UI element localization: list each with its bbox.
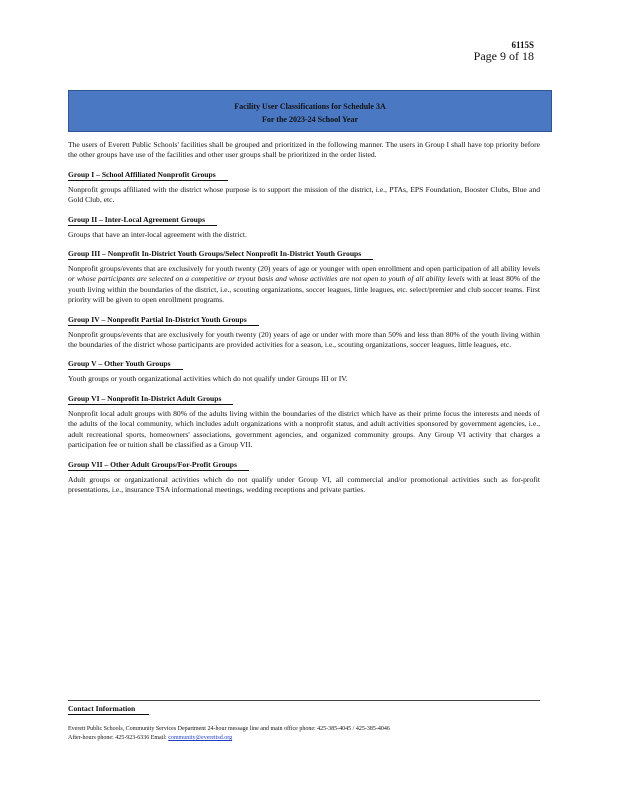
group-7-body: Adult groups or organizational activities which do not qualify under Group VI, all commercial and/or promotional activities such as for-profit presentations, i.e., insurance TSA informational meetings, wedding receptions and private parties. xyxy=(68,474,540,494)
group-1-body: Nonprofit groups affiliated with the district whose purpose is to support the mission of the district, i.e., PTAs, EPS Foundation, Booster Clubs, Blue and Gold Club, etc. xyxy=(68,184,540,205)
email-link[interactable]: community@everettsd.org xyxy=(168,735,233,741)
page-reference xyxy=(474,40,534,64)
group-5-section xyxy=(68,359,540,384)
group-3-body-a: Nonprofit groups/events that are exclusively for youth twenty (20) years of age or younger with open enrollment and open participation of all ability levels xyxy=(68,264,540,274)
contact-after-hours-line xyxy=(68,734,540,743)
group-4-body: Nonprofit groups/events that are exclusively for youth twenty (20) years of age or under with more than 50% and less than 80% of the youth living within the boundaries of the district whose participants are provided activities for a season, i.e., scouting organizations, soccer leagues, little leagues, etc. xyxy=(68,329,540,350)
contact-phone-line: Everett Public Schools, Community Services Department 24-hour message line and main office phone: 425-385-4045 / 425-385-4046 xyxy=(68,726,390,732)
group-2-body: Groups that have an inter-local agreement with the district. xyxy=(68,229,247,239)
title-banner xyxy=(68,90,552,132)
document-body xyxy=(68,140,540,495)
group-2-section xyxy=(68,215,540,240)
group-1-section xyxy=(68,170,540,206)
contact-heading: Contact Information xyxy=(68,704,149,715)
group-4-heading: Group IV – Nonprofit Partial In-District Youth Groups xyxy=(68,315,259,326)
policy-code: 6115S xyxy=(511,40,534,50)
after-hours-text: After-hours phone: 425-923-6336 Email: xyxy=(68,735,169,741)
group-6-body: Nonprofit local adult groups with 80% of the adults living within the boundaries of the district which have as their prime focus the interests and needs of the adults of the local community, which includes adult organizations with a nonprofit status, and adult activities sponsored by government agencies, i.e., adult recreational sports, homeowners' associations, government agencies, and organized community groups. Any Group VI activity that charges a participation fee or tuition shall be classified as a Group VII. xyxy=(68,408,540,450)
page-number: Page 9 of 18 xyxy=(473,49,534,64)
group-3-body xyxy=(68,264,540,306)
group-3-heading: Group III – Nonprofit In-District Youth Groups/Select Nonprofit In-District Youth Groups xyxy=(68,249,373,260)
group-7-section xyxy=(68,460,540,496)
contact-section xyxy=(68,704,540,743)
group-7-heading: Group VII – Other Adult Groups/For-Profit Groups xyxy=(68,460,249,471)
intro-paragraph: The users of Everett Public Schools' facilities shall be grouped and prioritized in the following manner. The users in Group I shall have top priority before the other groups have use of the facilities and other user groups shall be prioritized in the order listed. xyxy=(68,140,540,160)
title-line-2: For the 2023-24 School Year xyxy=(262,115,358,124)
group-1-heading: Group I – School Affiliated Nonprofit Groups xyxy=(68,170,228,181)
group-6-heading: Group VI – Nonprofit In-District Adult Groups xyxy=(68,394,233,405)
contact-divider xyxy=(68,700,540,701)
group-3-body-italic: or whose participants are selected on a competitive or tryout basis and whose activities are not open to youth of all ability levels xyxy=(68,274,465,284)
title-line-1: Facility User Classifications for Schedule 3A xyxy=(234,102,386,111)
group-3-body-b: with at least 80% of the youth living within the boundaries of the district, i.e., scouting organizations, soccer leagues, little leagues, etc. select/premier and club soccer teams. First priority will be given to open enrollment programs. xyxy=(68,274,540,305)
group-2-heading: Group II – Inter-Local Agreement Groups xyxy=(68,215,217,226)
group-5-body: Youth groups or youth organizational activities which do not qualify under Groups III or IV. xyxy=(68,374,348,384)
group-3-section xyxy=(68,249,540,306)
group-6-section xyxy=(68,394,540,451)
group-5-heading: Group V – Other Youth Groups xyxy=(68,359,183,370)
group-4-section xyxy=(68,315,540,351)
